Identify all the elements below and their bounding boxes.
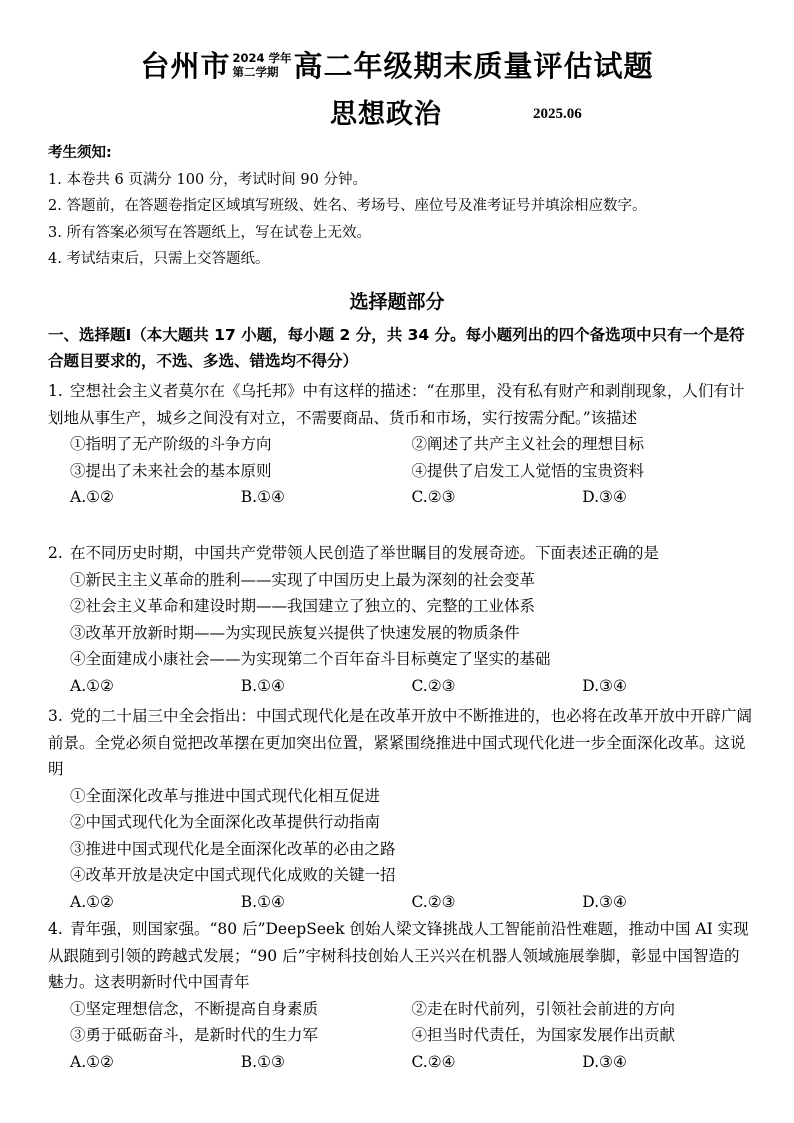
statement-option: ①坚定理想信念，不断提高自身素质 <box>70 999 319 1018</box>
question-number: 4. <box>48 920 63 938</box>
answer-choices <box>48 1049 753 1076</box>
statement-option: ④担当时代责任，为国家发展作出贡献 <box>411 1026 676 1044</box>
answer-choice-a: A.①② <box>70 488 114 506</box>
notice-item: 1. 本卷共 6 页满分 100 分，考试时间 90 分钟。 <box>48 171 367 188</box>
answer-choice-b: B.①④ <box>240 488 285 506</box>
statement-option: ③提出了未来社会的基本原则 <box>70 461 272 480</box>
answer-choice-c: C.②③ <box>411 676 456 695</box>
year-line: 2024 学年 <box>232 50 292 65</box>
school-term <box>232 51 291 79</box>
subject-title: 思想政治 <box>330 99 442 130</box>
answer-choice-a: A.①② <box>70 892 114 911</box>
question-number: 3. <box>48 707 63 725</box>
answer-choice-c: C.②③ <box>411 488 456 506</box>
answer-choice-d: D.③④ <box>582 892 627 911</box>
statement-options <box>48 996 753 1049</box>
statement-option: ②阐述了共产主义社会的理想目标 <box>411 435 645 453</box>
question-3 <box>48 703 753 915</box>
statement-option: ③改革开放新时期——为实现民族复兴提供了快速发展的物质条件 <box>70 623 520 642</box>
answer-choice-d: D.③④ <box>582 488 627 506</box>
city-name: 台州市 <box>140 49 231 83</box>
question-text: 青年强，则国家强。“80 后”DeepSeek 创始人梁文锋挑战人工智能前沿性难题，推动中国 AI 实现从跟随到引领的跨越式发展；“90 后”宇树科技创始人王兴兴在机器人领域施展拳脚，彰显中国智造的魅力。这表明新时代中国青年 <box>48 920 749 991</box>
question-stem <box>48 916 753 996</box>
notice-item: 2. 答题前，在答题卷指定区域填写班级、姓名、考场号、座位号及准考证号并填涂相应数字。 <box>48 198 647 214</box>
answer-choice-d: D.③④ <box>582 1052 627 1071</box>
statement-option: ③勇于砥砺奋斗，是新时代的生力军 <box>70 1026 319 1044</box>
statement-option: ②中国式现代化为全面深化改革提供行动指南 <box>70 813 381 831</box>
statement-options <box>48 431 753 484</box>
answer-choices <box>48 484 753 511</box>
answer-choice-c: C.②③ <box>411 892 456 911</box>
statement-option: ②走在时代前列，引领社会前进的方向 <box>411 999 676 1018</box>
exam-title: 高二年级期末质量评估试题 <box>293 49 654 83</box>
answer-choice-d: D.③④ <box>582 676 627 695</box>
exam-date: 2025.06 <box>533 106 582 122</box>
statement-option: ①指明了无产阶级的斗争方向 <box>70 435 272 453</box>
answer-choice-a: A.①② <box>70 676 114 695</box>
answer-choice-b: B.①④ <box>240 892 285 911</box>
notice-item: 3. 所有答案必须写在答题纸上，写在试卷上无效。 <box>48 224 371 241</box>
section-title: 选择题部分 <box>349 291 445 313</box>
answer-choice-a: A.①② <box>70 1052 114 1071</box>
notice-item: 4. 考试结束后，只需上交答题纸。 <box>48 251 270 267</box>
question-stem <box>48 703 753 783</box>
exam-title-row <box>0 44 794 85</box>
question-number: 2. <box>48 544 63 562</box>
question-4 <box>48 916 753 1075</box>
statement-option: ④改革开放是决定中国式现代化成败的关键一招 <box>70 866 396 884</box>
question-stem <box>48 378 753 431</box>
exam-notice <box>48 140 646 273</box>
answer-choice-b: B.①③ <box>240 1052 285 1071</box>
question-text: 空想社会主义者莫尔在《乌托邦》中有这样的描述：“在那里，没有私有财产和剥削现象，人们有计划地从事生产，城乡之间没有对立，不需要商品、货币和市场，实行按需分配。”该描述 <box>48 382 745 427</box>
question-1 <box>48 378 753 511</box>
question-stem <box>48 540 753 567</box>
question-number: 1. <box>48 382 63 400</box>
question-2 <box>48 540 753 699</box>
question-text: 党的二十届三中全会指出：中国式现代化是在改革开放中不断推进的，也必将在改革开放中开辟广阔前景。全党必须自觉把改革摆在更加突出位置，紧紧围绕推进中国式现代化进一步全面深化改革。这说明 <box>48 707 753 778</box>
statement-option: ④全面建成小康社会——为实现第二个百年奋斗目标奠定了坚实的基础 <box>70 650 551 668</box>
statement-option: ④提供了启发工人觉悟的宝贵资料 <box>411 461 645 480</box>
part-instructions: 一、选择题Ⅰ（本大题共 17 小题，每小题 2 分，共 34 分。每小题列出的四个备选项中只有一个是符合题目要求的，不选、多选、错选均不得分） <box>48 326 745 370</box>
answer-choices <box>48 889 753 916</box>
statement-option: ③推进中国式现代化是全面深化改革的必由之路 <box>70 839 396 858</box>
notice-heading: 考生须知: <box>48 145 112 161</box>
answer-choice-b: B.①④ <box>240 676 285 695</box>
term-line: 第二学期 <box>232 64 279 79</box>
statement-option: ①全面深化改革与推进中国式现代化相互促进 <box>70 786 381 805</box>
answer-choice-c: C.②④ <box>411 1052 456 1071</box>
statement-option: ②社会主义革命和建设时期——我国建立了独立的、完整的工业体系 <box>70 597 536 615</box>
statement-option: ①新民主主义革命的胜利——实现了中国历史上最为深刻的社会变革 <box>70 570 536 589</box>
answer-choices <box>48 673 753 700</box>
question-text: 在不同历史时期，中国共产党带领人民创造了举世瞩目的发展奇迹。下面表述正确的是 <box>70 544 660 562</box>
